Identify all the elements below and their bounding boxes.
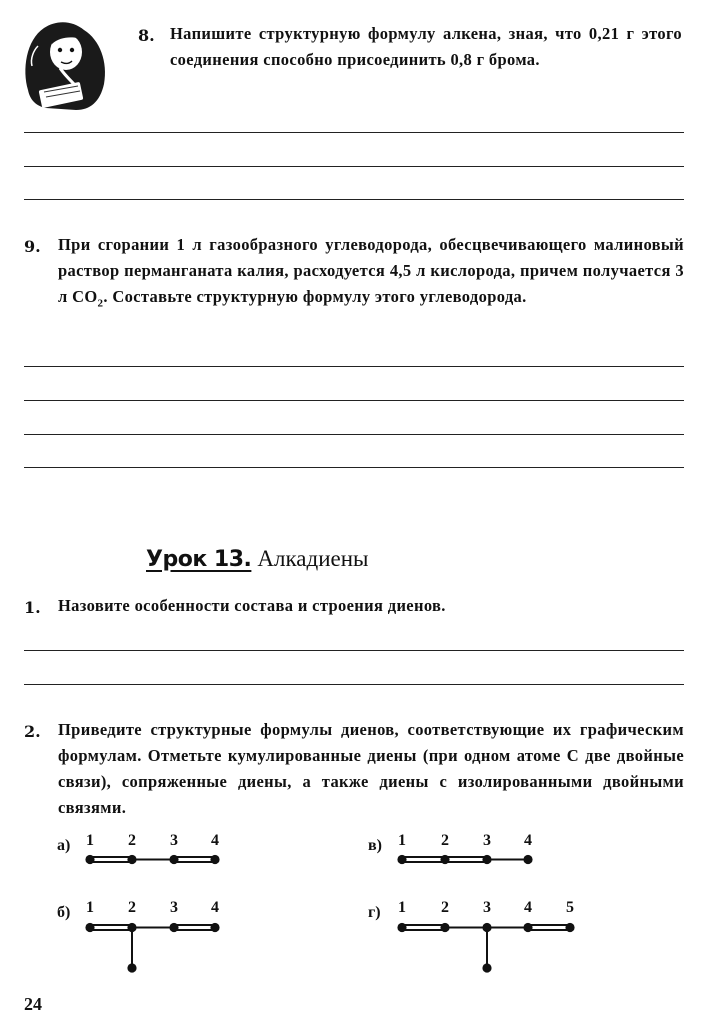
formula-a-num: 1	[86, 832, 94, 849]
formula-v-label: в)	[368, 837, 382, 854]
atom-dot	[397, 923, 406, 932]
atom-dot	[523, 855, 532, 864]
atom-dot	[482, 855, 491, 864]
task-9-number: 9.	[24, 237, 41, 256]
lesson-task-2-number: 2.	[24, 722, 41, 741]
formula-b-drawing	[85, 923, 219, 973]
page-number: 24	[24, 994, 42, 1014]
formula-g-label: г)	[368, 904, 381, 921]
formula-b-num: 4	[211, 899, 219, 916]
formula-a-num: 4	[211, 832, 219, 849]
atom-dot	[169, 855, 178, 864]
task-9-text: При сгорании 1 л газообразного углеводорода, обесцвечивающего малиновый раствор перманганата калия, расходуется 4,5 л кислорода, причем получается 3 л $CO_2$. Составьте структурную формулу этого углеводорода.	[58, 235, 684, 310]
formula-g-num: 2	[441, 899, 449, 916]
formula-a-num: 3	[170, 832, 178, 849]
lesson-task-1-number: 1.	[24, 598, 41, 617]
formula-a-drawing	[85, 855, 219, 864]
formula-g-num: 3	[483, 899, 491, 916]
atom-dot	[127, 923, 136, 932]
lesson-task-2-text: Приведите структурные формулы диенов, соответствующие их графическим формулам. Отметьте кумулированные диены (при одном атоме С две двойные связи), сопряженные диены, а также диены с изолированными двойными связями.	[58, 720, 684, 817]
atom-dot	[440, 855, 449, 864]
formula-a-num: 2	[128, 832, 136, 849]
atom-dot	[85, 923, 94, 932]
formula-g-num: 5	[566, 899, 574, 916]
lesson-task-1-text: Назовите особенности состава и строения диенов.	[58, 596, 446, 615]
lesson-topic: Алкадиены	[257, 546, 369, 571]
formula-b-num: 1	[86, 899, 94, 916]
formula-g-drawing	[397, 923, 574, 973]
atom-dot	[210, 855, 219, 864]
formula-a-label: а)	[57, 837, 71, 854]
atom-dot	[482, 923, 491, 932]
formula-b-label: б)	[57, 904, 71, 921]
atom-dot	[85, 855, 94, 864]
formula-v-drawing	[397, 855, 532, 864]
formula-v-num: 1	[398, 832, 406, 849]
formula-g-num: 1	[398, 899, 406, 916]
lesson-number: Урок 13.	[146, 547, 252, 572]
atom-dot	[169, 923, 178, 932]
formula-v-num: 2	[441, 832, 449, 849]
formula-b-num: 3	[170, 899, 178, 916]
task-8-number: 8.	[138, 26, 155, 45]
formula-v-num: 3	[483, 832, 491, 849]
task-8-text: Напишите структурную формулу алкена, зная, что 0,21 г этого соединения способно присоединить 0,8 г брома.	[170, 24, 682, 69]
formula-b-num: 2	[128, 899, 136, 916]
formula-v-num: 4	[524, 832, 532, 849]
atom-dot	[127, 963, 136, 972]
atom-dot	[397, 855, 406, 864]
atom-dot	[482, 963, 491, 972]
atom-dot	[440, 923, 449, 932]
atom-dot	[127, 855, 136, 864]
formula-g-num: 4	[524, 899, 532, 916]
atom-dot	[565, 923, 574, 932]
atom-dot	[523, 923, 532, 932]
atom-dot	[210, 923, 219, 932]
